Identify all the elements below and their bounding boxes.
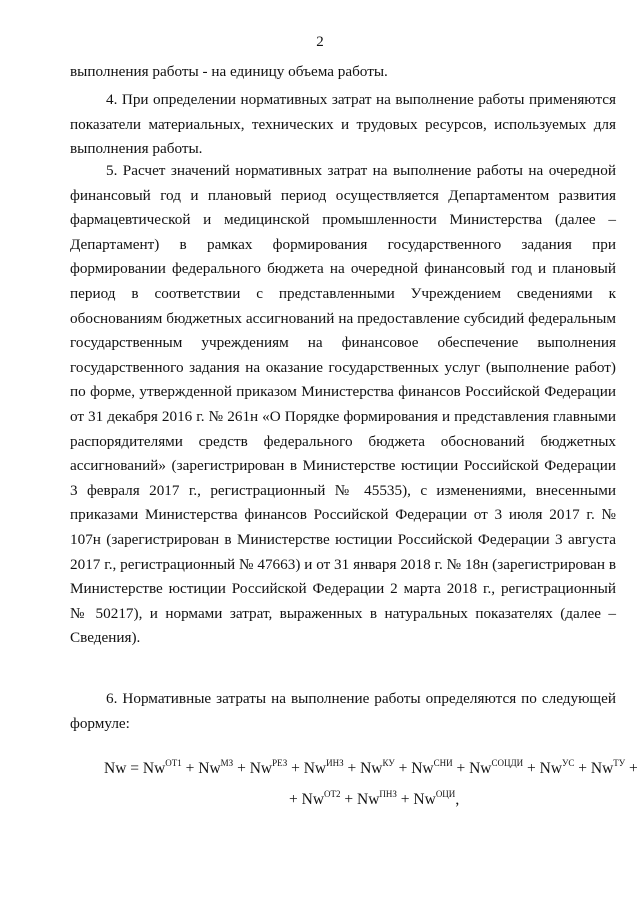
formula-term-superscript: ТУ (613, 758, 626, 768)
paragraph-text: 4. При определении нормативных затрат на выполнение работы применяются показатели материальных, технических и трудовых ресурсов, используемых для выполнения работы. (70, 91, 616, 158)
formula-term-superscript: РЕЗ (272, 758, 288, 768)
formula-plus: + (396, 791, 414, 808)
formula-term-superscript: СНИ (433, 758, 453, 768)
formula-term-symbol: Nw (469, 760, 492, 777)
formula-plus: + (340, 791, 358, 808)
paragraph-text: 6. Нормативные затраты на выполнение работы определяются по следующей формуле: (70, 690, 616, 732)
formula-plus: + (523, 760, 540, 777)
formula-term-symbol: Nw (413, 791, 436, 808)
formula-term-symbol: Nw (249, 760, 273, 777)
formula-term-superscript: СОЦДИ (491, 758, 524, 768)
formula-plus: + (394, 760, 412, 777)
formula-plus: + (181, 760, 199, 777)
formula-term-superscript: МЗ (220, 758, 234, 768)
formula-plus: + (233, 760, 250, 777)
formula-plus: + (574, 760, 591, 777)
formula-term-symbol: Nw (198, 760, 221, 777)
formula-plus: + (289, 791, 302, 808)
page-number: 2 (316, 34, 324, 50)
formula-term-symbol: Nw (590, 760, 614, 777)
formula-term-symbol: Nw (303, 760, 327, 777)
paragraph-5 (70, 159, 616, 651)
formula-plus: + (452, 760, 470, 777)
paragraph-text: выполнения работы - на единицу объема работы. (70, 63, 388, 80)
formula-term-superscript: ОЦИ (435, 789, 456, 799)
formula-plus: + (625, 760, 638, 777)
formula-lhs: Nw (104, 760, 127, 777)
formula-term-symbol: Nw (360, 760, 383, 777)
formula-term-superscript: ОТ1 (165, 758, 182, 768)
formula-term-symbol: Nw (301, 791, 325, 808)
paragraph-text: 5. Расчет значений нормативных затрат на выполнение работы на очередной финансовый год и плановый период осуществляется Департаментом развития фармацевтической и медицинской промышленности Министерства (далее – Департамент) в рамках формирования государственного задания при формировании федерального бюджета на очередной финансовый год и плановый период в соответствии с представленными Учреждением сведениями к обоснованиям бюджетных ассигнований на предоставление субсидий федеральным государственным учреждениям на финансовое обеспечение выполнения государственного задания на оказание государственных услуг (выполнение работ) по форме, утвержденной приказом Министерства финансов Российской Федерации от 31 декабря 2016 г. № 261н «О Порядке формирования и представления главными распорядителями средств федерального бюджета обоснований бюджетных ассигнований» (зарегистрирован в Министерстве юстиции Российской Федерации 3 февраля 2017 г., регистрационный № 45535), с изменениями, внесенными приказами Министерства финансов Российской Федерации от 3 июля 2017 г. № 107н (зарегистрирован в Министерстве юстиции Российской Федерации 3 августа 2017 г., регистрационный № 47663) и от 31 января 2018 г. № 18н (зарегистрирован в Министерстве юстиции Российской Федерации 2 марта 2018 г., регистрационный № 50217), и нормами затрат, выраженных в натуральных показателях (далее – Сведения). (70, 162, 616, 647)
formula-comma: , (455, 791, 460, 808)
formula-line-2 (289, 791, 459, 809)
formula-plus: + (287, 760, 304, 777)
continuation-paragraph (70, 60, 616, 85)
formula-term-symbol: Nw (539, 760, 563, 777)
formula-term-symbol: Nw (142, 760, 166, 777)
formula-term-symbol: Nw (357, 791, 380, 808)
formula-term-superscript: ОТ2 (324, 789, 341, 799)
formula-term-superscript: КУ (382, 758, 395, 768)
formula-plus: + (343, 760, 361, 777)
paragraph-4 (70, 88, 616, 162)
formula-equals: = (126, 760, 143, 777)
formula-line-1 (104, 760, 638, 778)
formula-term-superscript: ИНЗ (326, 758, 344, 768)
paragraph-6 (70, 687, 616, 736)
formula-term-symbol: Nw (411, 760, 434, 777)
formula-term-superscript: УС (562, 758, 575, 768)
formula-term-superscript: ПНЗ (379, 789, 397, 799)
